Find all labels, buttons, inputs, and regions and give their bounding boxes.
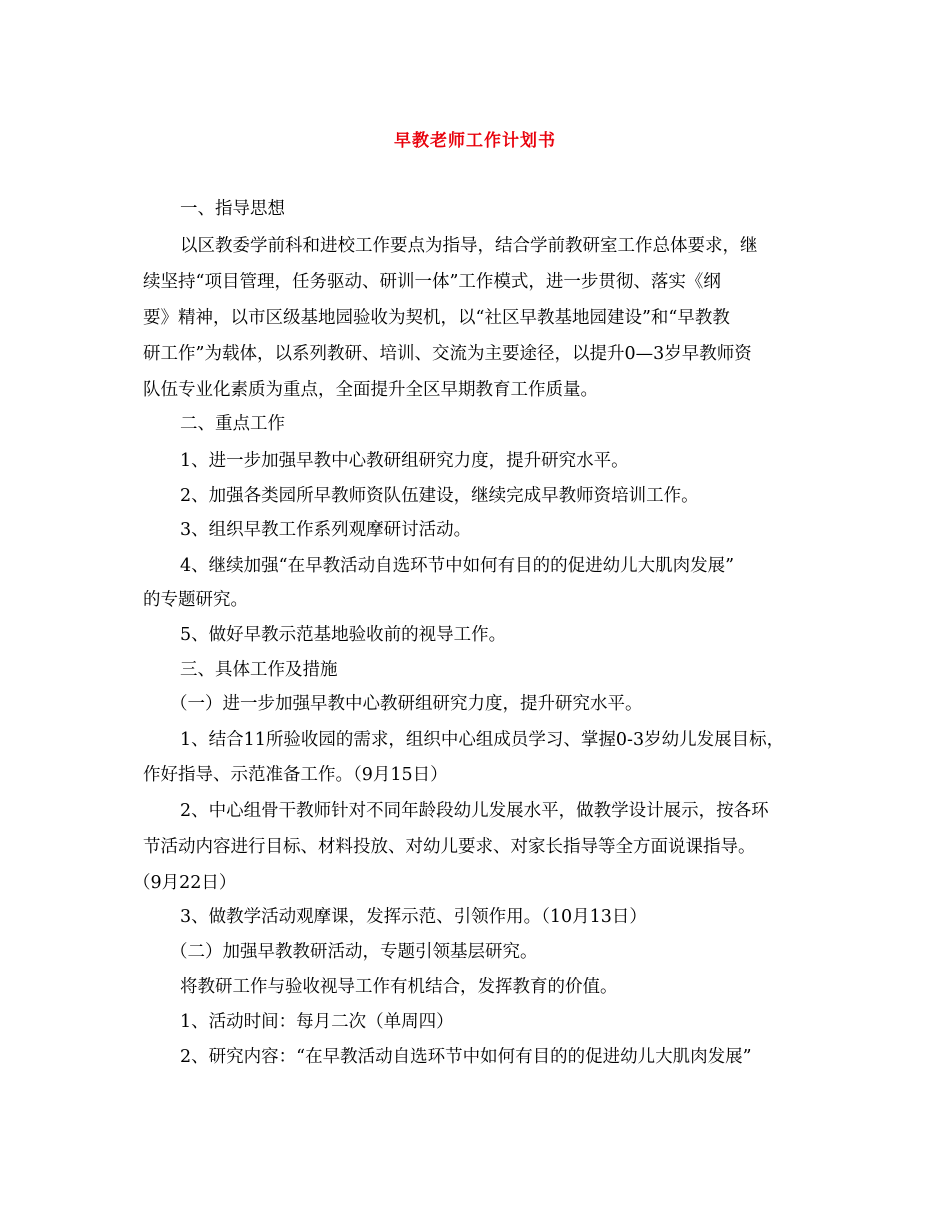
paragraph-line: 研工作”为载体，以系列教研、培训、交流为主要途径，以提升0—3岁早教师资 [143,344,752,364]
paragraph-line: 5、做好早教示范基地验收前的视导工作。 [180,625,507,645]
paragraph-line: 3、组织早教工作系列观摩研讨活动。 [180,520,472,540]
paragraph-line: 续坚持“项目管理，任务驱动、研训一体”工作模式，进一步贯彻、落实《纲 [143,272,721,292]
paragraph-line: 作好指导、示范准备工作。（9月15日） [143,765,448,785]
paragraph-line: 1、结合11所验收园的需求，组织中心组成员学习、掌握0-3岁幼儿发展目标， [180,730,785,750]
paragraph-line: 2、研究内容：“在早教活动自选环节中如何有目的的促进幼儿大肌肉发展” [180,1047,752,1067]
paragraph-line: 以区教委学前科和进校工作要点为指导，结合学前教研室工作总体要求，继 [180,236,758,256]
paragraph-line: 2、中心组骨干教师针对不同年龄段幼儿发展水平，做教学设计展示，按各环 [180,801,769,821]
paragraph-line: 1、进一步加强早教中心教研组研究力度，提升研究水平。 [180,451,629,471]
section-heading: 三、具体工作及措施 [180,660,338,680]
paragraph-line: （9月22日） [133,873,237,893]
section-heading: 二、重点工作 [180,414,285,434]
document-title: 早教老师工作计划书 [394,131,556,151]
subsection-heading: （一）进一步加强早教中心教研组研究力度，提升研究水平。 [170,694,643,714]
paragraph-line: 将教研工作与验收视导工作有机结合，发挥教育的价值。 [180,977,618,997]
paragraph-line: 一、指导思想 [180,199,285,219]
paragraph-line: 队伍专业化素质为重点，全面提升全区早期教育工作质量。 [143,380,598,400]
paragraph-line: 节活动内容进行目标、材料投放、对幼儿要求、对家长指导等全方面说课指导。 [143,837,756,857]
paragraph-line: 3、做教学活动观摩课，发挥示范、引领作用。（10月13日） [180,907,647,927]
paragraph-line: 4、继续加强“在早教活动自选环节中如何有目的的促进幼儿大肌肉发展” [180,556,735,576]
paragraph-line: 要》精神，以市区级基地园验收为契机，以“社区早教基地园建设”和“早教教 [143,308,730,328]
subsection-heading: （二）加强早教教研活动，专题引领基层研究。 [170,942,538,962]
paragraph-line: 2、加强各类园所早教师资队伍建设，继续完成早教师资培训工作。 [180,486,699,506]
paragraph-line: 的专题研究。 [143,590,248,610]
paragraph-line: 1、活动时间：每月二次（单周四） [180,1012,454,1032]
